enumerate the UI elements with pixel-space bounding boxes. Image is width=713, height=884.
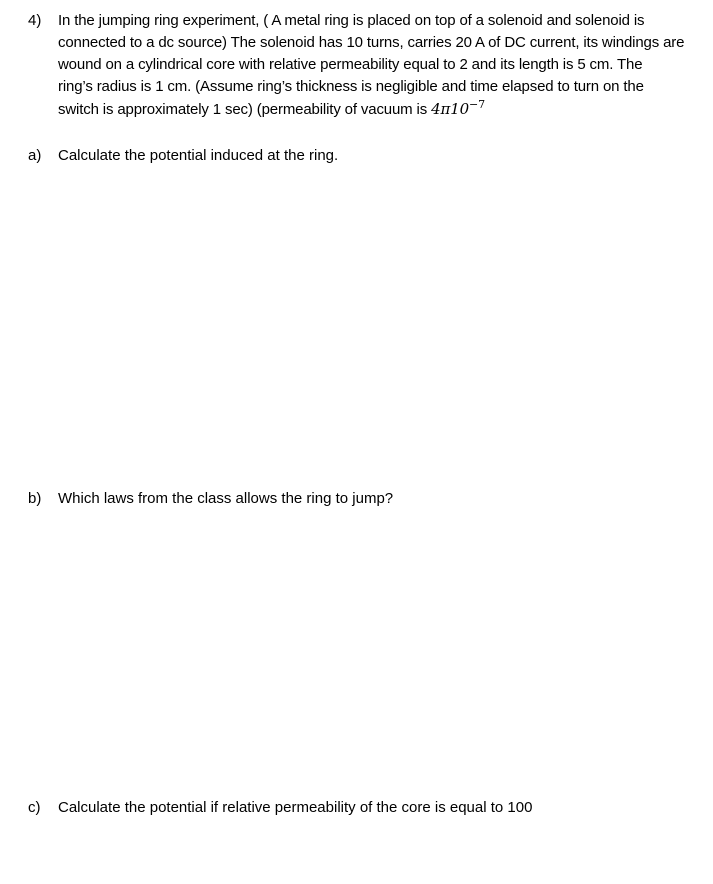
- mu0-base: 4π10: [431, 100, 469, 118]
- problem-line-4: ring’s radius is 1 cm. (Assume ring’s thickness is negligible and time elapsed to turn on the: [58, 78, 644, 95]
- problem-line-3: wound on a cylindrical core with relative permeability equal to 2 and its length is 5 cm. The: [58, 56, 643, 73]
- problem-number: 4): [28, 12, 42, 29]
- problem-line-5: [58, 98, 713, 121]
- vacuum-permeability-value: [431, 100, 485, 118]
- problem-line-5-text: switch is approximately 1 sec) (permeability of vacuum is: [58, 101, 432, 118]
- subquestion-a-text: Calculate the potential induced at the ring.: [58, 147, 339, 164]
- problem-line-1: In the jumping ring experiment, ( A metal ring is placed on top of a solenoid and solenoid is: [58, 12, 645, 29]
- problem-statement: [58, 10, 713, 121]
- subquestion-c-label: c): [28, 799, 41, 816]
- mu0-exponent: −7: [469, 98, 485, 111]
- subquestion-c-text: Calculate the potential if relative permeability of the core is equal to 100: [58, 799, 533, 816]
- problem-line-2: connected to a dc source) The solenoid has 10 turns, carries 20 A of DC current, its windings are: [58, 34, 685, 51]
- subquestion-b-text: Which laws from the class allows the ring to jump?: [58, 490, 394, 507]
- subquestion-b-label: b): [28, 490, 42, 507]
- subquestion-a-label: a): [28, 147, 42, 164]
